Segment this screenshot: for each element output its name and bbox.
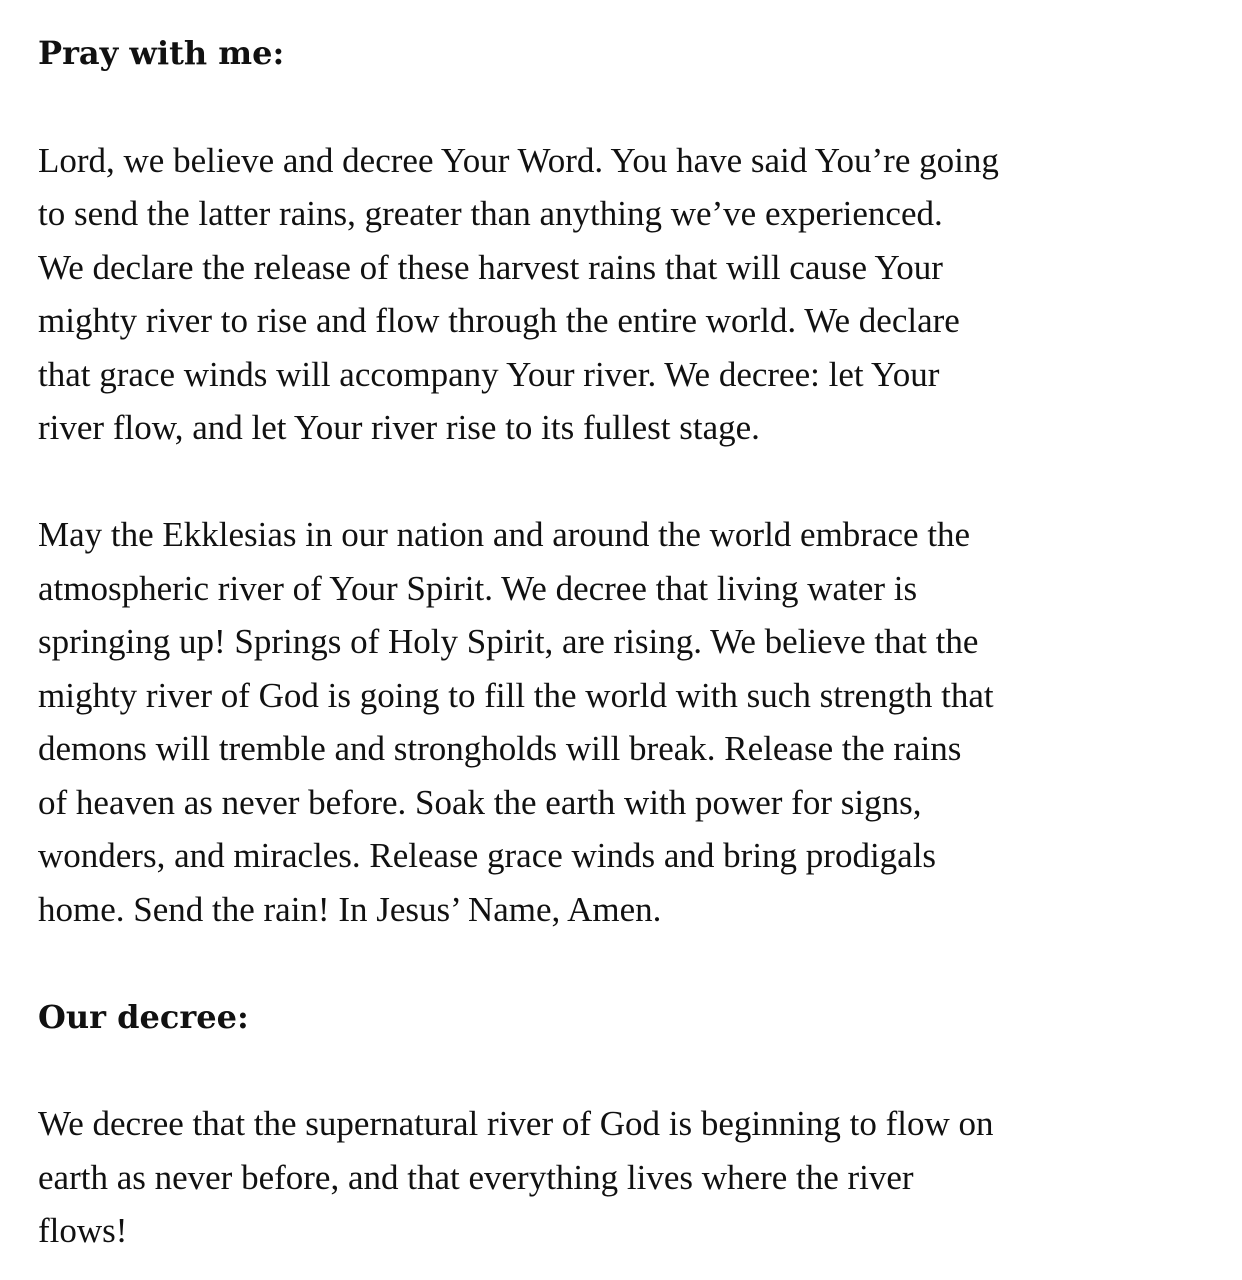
document-page: [38, 26, 1228, 1258]
text-line: to send the latter rains, greater than anything we’ve experienced.: [38, 194, 943, 233]
text-line: We declare the release of these harvest rains that will cause Your: [38, 247, 943, 287]
prayer-paragraph-1: [38, 134, 1228, 455]
text-line: demons will tremble and strongholds will break. Release the rains: [38, 729, 962, 768]
text-line: of heaven as never before. Soak the earth with power for signs,: [38, 782, 922, 822]
decree-heading: Our decree:: [38, 997, 249, 1036]
spacer: [38, 936, 1228, 990]
spacer: [38, 80, 1228, 134]
decree-paragraph: [38, 1097, 1228, 1258]
prayer-paragraph-2: [38, 508, 1228, 936]
text-line: mighty river of God is going to fill the world with such strength that: [38, 675, 994, 715]
text-line: home. Send the rain! In Jesus’ Name, Amen.: [38, 889, 662, 929]
text-line: flows!: [38, 1211, 128, 1250]
spacer: [38, 1044, 1228, 1098]
text-line: Lord, we believe and decree Your Word. You have said You’re going: [38, 140, 999, 180]
text-line: mighty river to rise and flow through the entire world. We declare: [38, 301, 960, 340]
pray-heading: Pray with me:: [38, 34, 285, 72]
text-line: atmospheric river of Your Spirit. We decree that living water is: [38, 568, 918, 608]
text-line: river flow, and let Your river rise to its fullest stage.: [38, 408, 760, 447]
spacer: [38, 455, 1228, 509]
text-line: wonders, and miracles. Release grace winds and bring prodigals: [38, 836, 937, 875]
text-line: that grace winds will accompany Your river. We decree: let Your: [38, 354, 940, 394]
text-line: We decree that the supernatural river of God is beginning to flow on: [38, 1104, 994, 1143]
text-line: springing up! Springs of Holy Spirit, are rising. We believe that the: [38, 622, 979, 661]
text-line: earth as never before, and that everything lives where the river: [38, 1157, 914, 1197]
text-line: May the Ekklesias in our nation and around the world embrace the: [38, 515, 971, 554]
